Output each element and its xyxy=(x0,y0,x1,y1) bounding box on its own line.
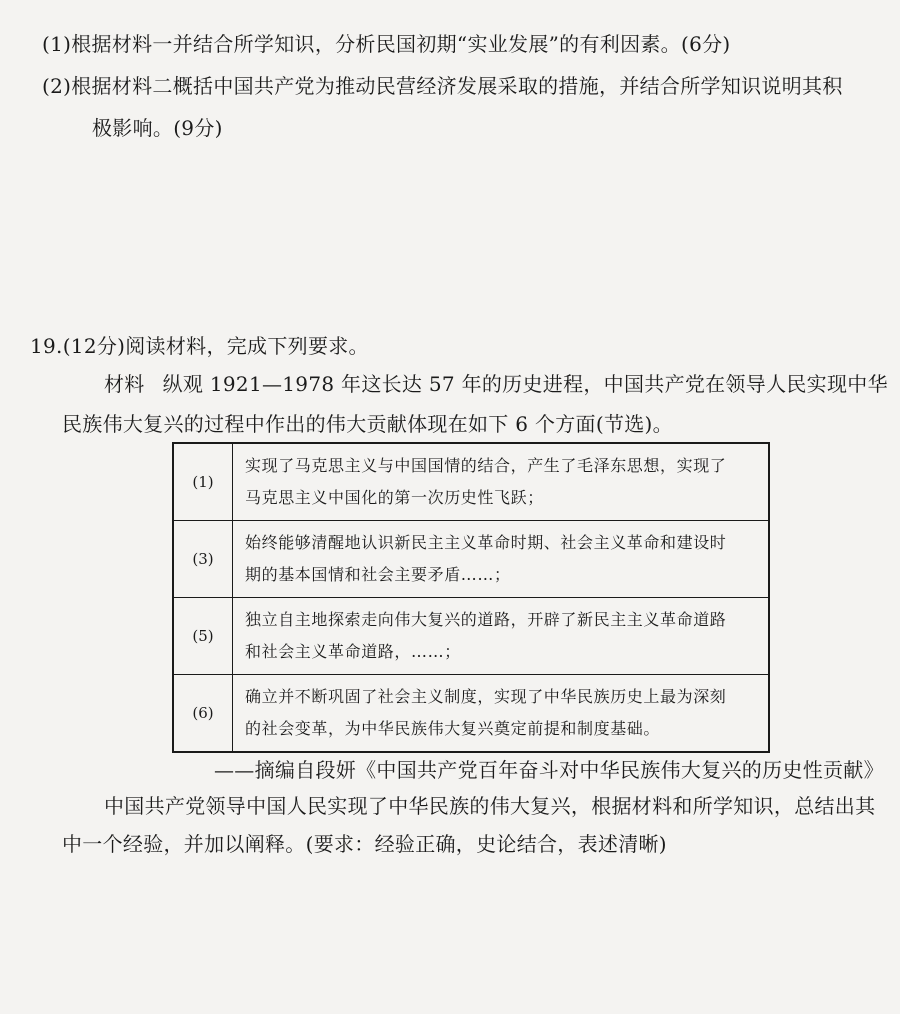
question-19-prompt-line1: 中国共产党领导中国人民实现了中华民族的伟大复兴，根据材料和所学知识，总结出其 xyxy=(104,794,876,818)
material-intro-line1 xyxy=(104,370,888,398)
question-2-text-line2: 极影响。(9分) xyxy=(92,116,223,140)
row-text-line2: 和社会主义革命道路，……； xyxy=(245,642,461,661)
table-row xyxy=(173,598,769,675)
row-text-line2: 期的基本国情和社会主要矛盾……； xyxy=(245,565,511,584)
row-text xyxy=(233,521,770,598)
row-text-line2: 马克思主义中国化的第一次历史性飞跃； xyxy=(245,488,544,507)
table-row xyxy=(173,521,769,598)
row-text-line1: 独立自主地探索走向伟大复兴的道路，开辟了新民主主义革命道路 xyxy=(245,610,727,629)
material-label: 材料 xyxy=(104,372,145,396)
question-1-text: (1)根据材料一并结合所学知识，分析民国初期“实业发展”的有利因素。(6分) xyxy=(42,32,731,56)
row-number: (5) xyxy=(173,598,233,675)
row-number: (6) xyxy=(173,675,233,753)
row-number: (3) xyxy=(173,521,233,598)
table-row xyxy=(173,443,769,521)
row-text-line1: 实现了马克思主义与中国国情的结合，产生了毛泽东思想，实现了 xyxy=(245,456,727,475)
table-row xyxy=(173,675,769,753)
row-text xyxy=(233,675,770,753)
row-number: (1) xyxy=(173,443,233,521)
row-text xyxy=(233,443,770,521)
question-19-prompt-line2: 中一个经验，并加以阐释。(要求：经验正确，史论结合，表述清晰) xyxy=(62,832,667,856)
material-table xyxy=(172,442,770,753)
question-2-text-line1: (2)根据材料二概括中国共产党为推动民营经济发展采取的措施，并结合所学知识说明其积 xyxy=(42,74,843,98)
source-citation: ——摘编自段妍《中国共产党百年奋斗对中华民族伟大复兴的历史性贡献》 xyxy=(214,758,884,782)
row-text-line1: 确立并不断巩固了社会主义制度，实现了中华民族历史上最为深刻 xyxy=(245,687,727,706)
row-text xyxy=(233,598,770,675)
question-19-header: 19.(12分)阅读材料，完成下列要求。 xyxy=(30,334,369,358)
material-intro-line2: 民族伟大复兴的过程中作出的伟大贡献体现在如下 6 个方面(节选)。 xyxy=(62,412,673,436)
row-text-line1: 始终能够清醒地认识新民主主义革命时期、社会主义革命和建设时 xyxy=(245,533,727,552)
material-text-line1: 纵观 1921—1978 年这长达 57 年的历史进程，中国共产党在领导人民实现中华 xyxy=(162,372,888,396)
row-text-line2: 的社会变革，为中华民族伟大复兴奠定前提和制度基础。 xyxy=(245,719,661,738)
